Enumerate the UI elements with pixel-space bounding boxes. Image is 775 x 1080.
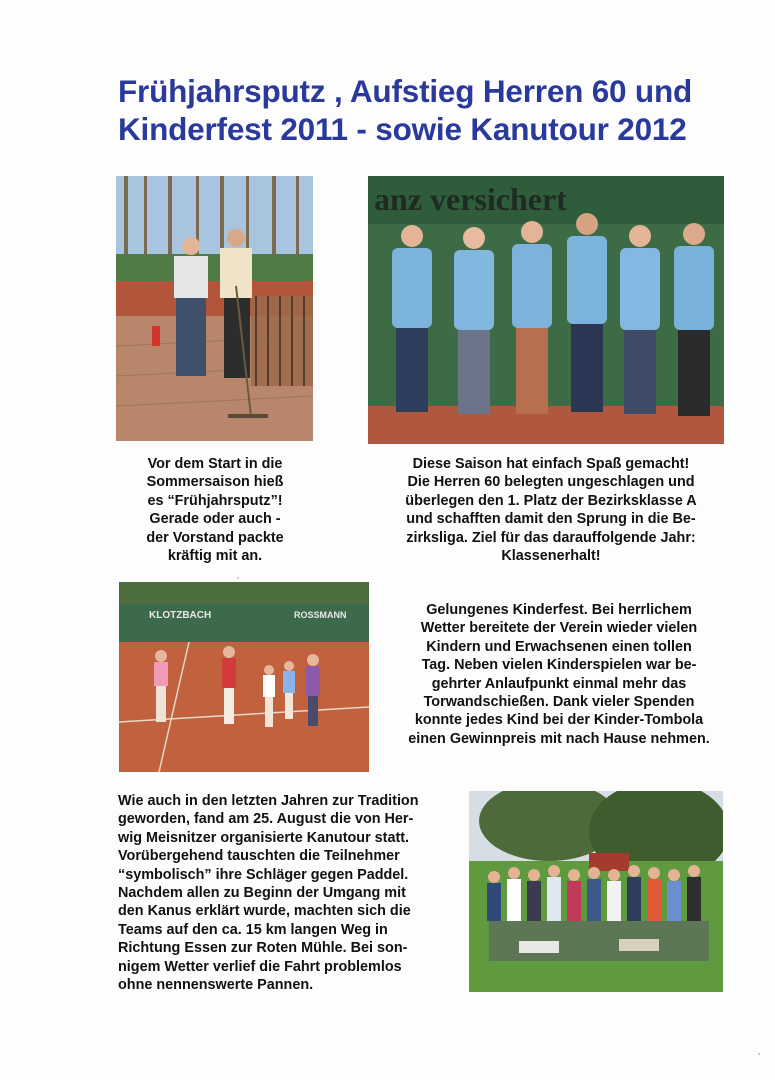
caption-spring-cleaning xyxy=(112,455,318,565)
page-title xyxy=(118,72,738,148)
caption-line: Vor dem Start in die xyxy=(147,456,283,472)
photo-spring-cleaning xyxy=(116,176,313,441)
caption-line: es “Frühjahrsputz”! xyxy=(147,492,283,509)
team-banner-text: anz versichert xyxy=(374,181,567,217)
caption-line: Vorübergehend tauschten die Teilnehmer xyxy=(118,848,400,865)
photo-herren-60-team xyxy=(368,176,724,444)
caption-line: der Vorstand packte xyxy=(146,529,284,546)
caption-line: Kindern und Erwachsenen einen tollen xyxy=(426,638,692,655)
caption-line: Gerade oder auch - xyxy=(149,511,281,528)
caption-line: Torwandschießen. Dank vieler Spenden xyxy=(423,694,695,711)
photo-kinderfest xyxy=(119,582,369,772)
caption-line: Richtung Essen zur Roten Mühle. Bei son- xyxy=(118,940,408,957)
caption-line: einen Gewinnpreis mit nach Hause nehmen. xyxy=(408,730,710,747)
scan-speck xyxy=(758,1053,760,1055)
title-line-2: Kinderfest 2011 - sowie Kanutour 2012 xyxy=(118,111,687,147)
caption-line: konnte jedes Kind bei der Kinder-Tombola xyxy=(414,712,704,729)
caption-line: und schafften damit den Sprung in die Be- xyxy=(406,511,696,528)
caption-kanutour xyxy=(118,792,468,994)
caption-line: Die Herren 60 belegten ungeschlagen und xyxy=(407,474,695,491)
kids-sign-text-2: ROSSMANN xyxy=(294,610,347,620)
caption-line: Klassenerhalt! xyxy=(501,548,601,565)
caption-line: wig Meisnitzer organisierte Kanutour statt. xyxy=(118,829,410,846)
caption-line: ohne nennenswerte Pannen. xyxy=(118,977,314,994)
caption-line: “symbolisch” ihre Schläger gegen Paddel. xyxy=(118,866,409,883)
caption-kinderfest xyxy=(380,601,738,748)
caption-line: geworden, fand am 25. August die von Her- xyxy=(118,811,414,828)
caption-line: Gelungenes Kinderfest. Bei herrlichem xyxy=(426,602,692,618)
photo-kanutour-group xyxy=(469,791,723,992)
caption-line: gehrter Anlaufpunkt einmal mehr das xyxy=(431,675,687,692)
caption-line: Sommersaison hieß xyxy=(146,474,284,491)
caption-line: Wetter bereitete der Verein wieder vielen xyxy=(420,620,698,637)
caption-line: Teams auf den ca. 15 km langen Weg in xyxy=(118,921,388,938)
title-line-1: Frühjahrsputz , Aufstieg Herren 60 und xyxy=(118,73,693,109)
caption-line: zirksliga. Ziel für das darauffolgende Jahr: xyxy=(406,529,696,546)
caption-line: Wie auch in den letzten Jahren zur Tradition xyxy=(118,793,419,809)
caption-line: Tag. Neben vielen Kinderspielen war be- xyxy=(421,657,697,674)
scan-speck xyxy=(237,577,239,579)
caption-line: den Kanus erklärt wurde, machten sich die xyxy=(118,903,411,920)
caption-line: Diese Saison hat einfach Spaß gemacht! xyxy=(412,456,690,472)
caption-line: kräftig mit an. xyxy=(167,548,263,565)
caption-line: Nachdem allen zu Beginn der Umgang mit xyxy=(118,885,406,902)
kids-sign-text: KLOTZBACH xyxy=(149,610,212,621)
caption-herren-60 xyxy=(378,455,724,565)
caption-line: nigem Wetter verlief die Fahrt problemlos xyxy=(118,958,402,975)
caption-line: überlegen den 1. Platz der Bezirksklasse A xyxy=(405,492,697,509)
